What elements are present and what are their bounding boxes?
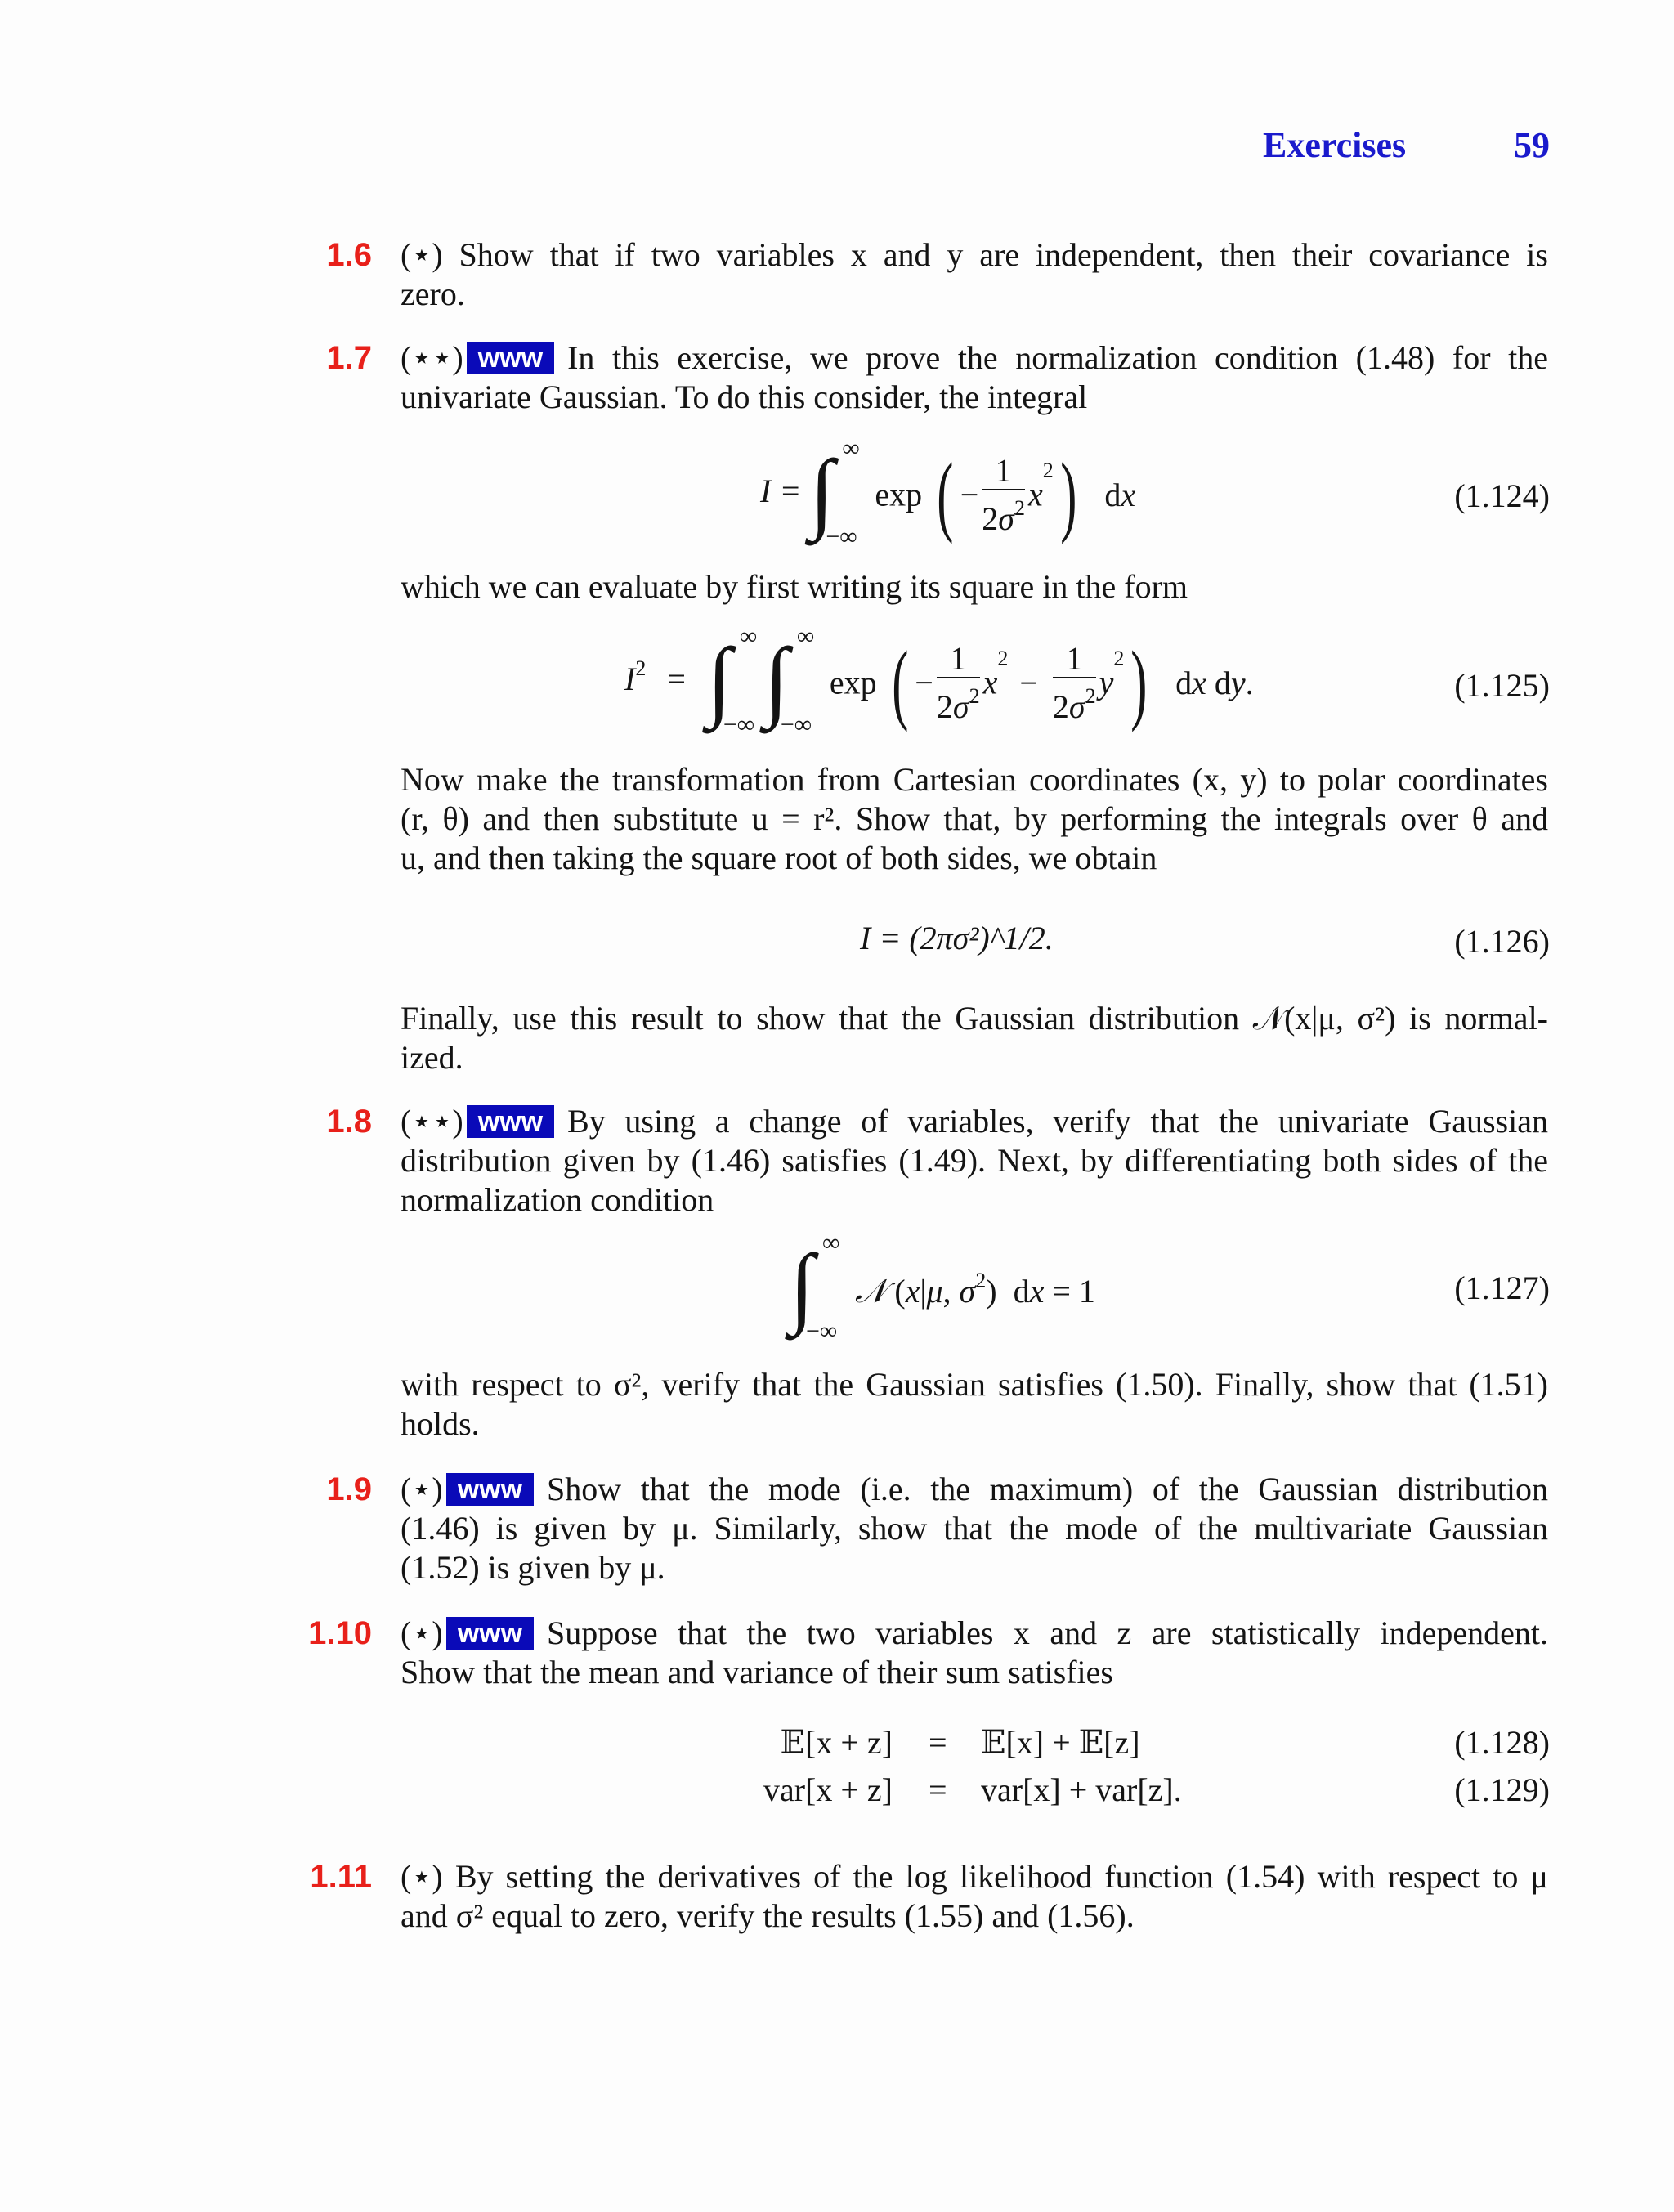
exercise-1-10-text bbox=[401, 1614, 1548, 1692]
equation-number: (1.129) bbox=[1454, 1771, 1550, 1808]
text-line: zero. bbox=[401, 275, 465, 312]
running-header-title: Exercises bbox=[1263, 125, 1407, 165]
eq-lhs: I = bbox=[760, 472, 802, 510]
equation-1-126: I = (2πσ²)^1/2. bbox=[860, 920, 1054, 956]
text-line: (⋆) Show that if two variables x and y are independent, then their covariance is bbox=[401, 236, 1548, 273]
exercise-1-7-text bbox=[401, 338, 1548, 417]
text-line: which we can evaluate by first writing its square in the form bbox=[401, 568, 1188, 605]
text-line: ized. bbox=[401, 1039, 463, 1076]
exercise-1-11-text bbox=[401, 1857, 1548, 1936]
equation-lhs: 𝔼[x + z] bbox=[780, 1724, 893, 1761]
equation-number: (1.127) bbox=[1454, 1269, 1550, 1306]
equation-number: (1.125) bbox=[1454, 667, 1550, 704]
text-line: normalization condition bbox=[401, 1181, 714, 1218]
paragraph bbox=[401, 999, 1548, 1077]
equation-1-125: $I^2$ = ∫ ∞ −∞ ∫ ∞ −∞ exp ( − $\frac{1}{2\sigma^2}$ $x^2-$ $\frac{1}{2\sigma^2}$ $y^2$) dx dy. bbox=[624, 623, 1254, 738]
exercise-number: 1.7 bbox=[326, 340, 372, 376]
exercise-1-6-text bbox=[401, 235, 1548, 314]
text-line: and σ² equal to zero, verify the results (1.55) and (1.56). bbox=[401, 1897, 1135, 1934]
equals-sign: = bbox=[929, 1724, 947, 1761]
www-badge: www bbox=[467, 1105, 554, 1138]
www-badge: www bbox=[446, 1617, 534, 1650]
text-line: (r, θ) and then substitute u = r². Show that, by performing the integrals over θ and bbox=[401, 800, 1548, 837]
equation-1-124: I = ∫ ∞ −∞ exp ( − $\frac{1}{2\sigma^2}$ $x^2$) dx bbox=[760, 435, 1136, 550]
paragraph bbox=[401, 760, 1548, 878]
equation-number: (1.128) bbox=[1454, 1724, 1550, 1761]
equation-lhs: var[x + z] bbox=[763, 1771, 893, 1808]
difficulty-stars: (⋆⋆) bbox=[401, 1103, 463, 1140]
difficulty-stars: (⋆⋆) bbox=[401, 339, 463, 376]
text-line: (⋆) By setting the derivatives of the log likelihood function (1.54) with respect to μ bbox=[401, 1858, 1548, 1895]
exercise-number: 1.8 bbox=[326, 1104, 372, 1140]
text-line: Now make the transformation from Cartesian coordinates (x, y) to polar coordinates bbox=[401, 761, 1548, 798]
difficulty-stars: (⋆) bbox=[401, 1471, 443, 1507]
text-line: By using a change of variables, verify that the univariate Gaussian bbox=[567, 1103, 1548, 1140]
text-line: univariate Gaussian. To do this consider, the integral bbox=[401, 378, 1088, 415]
text-line: Show that the mode (i.e. the maximum) of the Gaussian distribution bbox=[547, 1471, 1548, 1507]
text-line: Show that the mean and variance of their sum satisfies bbox=[401, 1654, 1113, 1690]
paragraph bbox=[401, 1365, 1548, 1444]
equals-sign: = bbox=[929, 1771, 947, 1808]
text-line: (1.46) is given by μ. Similarly, show that the mode of the multivariate Gaussian bbox=[401, 1510, 1548, 1547]
exercise-1-8-text bbox=[401, 1102, 1548, 1220]
difficulty-stars: (⋆) bbox=[401, 1614, 443, 1651]
equation-rhs: 𝔼[x] + 𝔼[z] bbox=[981, 1724, 1140, 1761]
equation-number: (1.126) bbox=[1454, 923, 1550, 960]
text-line: Suppose that the two variables x and z are statistically independent. bbox=[547, 1614, 1548, 1651]
page-number: 59 bbox=[1514, 125, 1550, 165]
equation-rhs: var[x] + var[z]. bbox=[981, 1771, 1182, 1808]
exercise-number: 1.6 bbox=[326, 237, 372, 273]
www-badge: www bbox=[446, 1473, 534, 1506]
text-line: distribution given by (1.46) satisfies (1.49). Next, by differentiating both sides of the bbox=[401, 1142, 1548, 1179]
text-line: In this exercise, we prove the normalization condition (1.48) for the bbox=[567, 339, 1548, 376]
exercise-number: 1.11 bbox=[310, 1859, 372, 1895]
www-badge: www bbox=[467, 342, 554, 374]
exercise-number: 1.9 bbox=[326, 1471, 372, 1507]
text-line: holds. bbox=[401, 1405, 480, 1442]
text-line: (1.52) is given by μ. bbox=[401, 1549, 665, 1586]
equation-1-127: ∫ ∞ −∞ 𝒩 (x|μ, $\sigma^2$) dx = 1 bbox=[790, 1229, 1095, 1345]
exercise-1-9-text bbox=[401, 1470, 1548, 1587]
text-line: Finally, use this result to show that the Gaussian distribution 𝒩(x|μ, σ²) is normal- bbox=[401, 1000, 1548, 1037]
exercise-number: 1.10 bbox=[308, 1615, 372, 1651]
text-line: u, and then taking the square root of both sides, we obtain bbox=[401, 840, 1157, 876]
equation-number: (1.124) bbox=[1454, 477, 1550, 514]
text-line: with respect to σ², verify that the Gaussian satisfies (1.50). Finally, show that (1.51) bbox=[401, 1366, 1548, 1403]
